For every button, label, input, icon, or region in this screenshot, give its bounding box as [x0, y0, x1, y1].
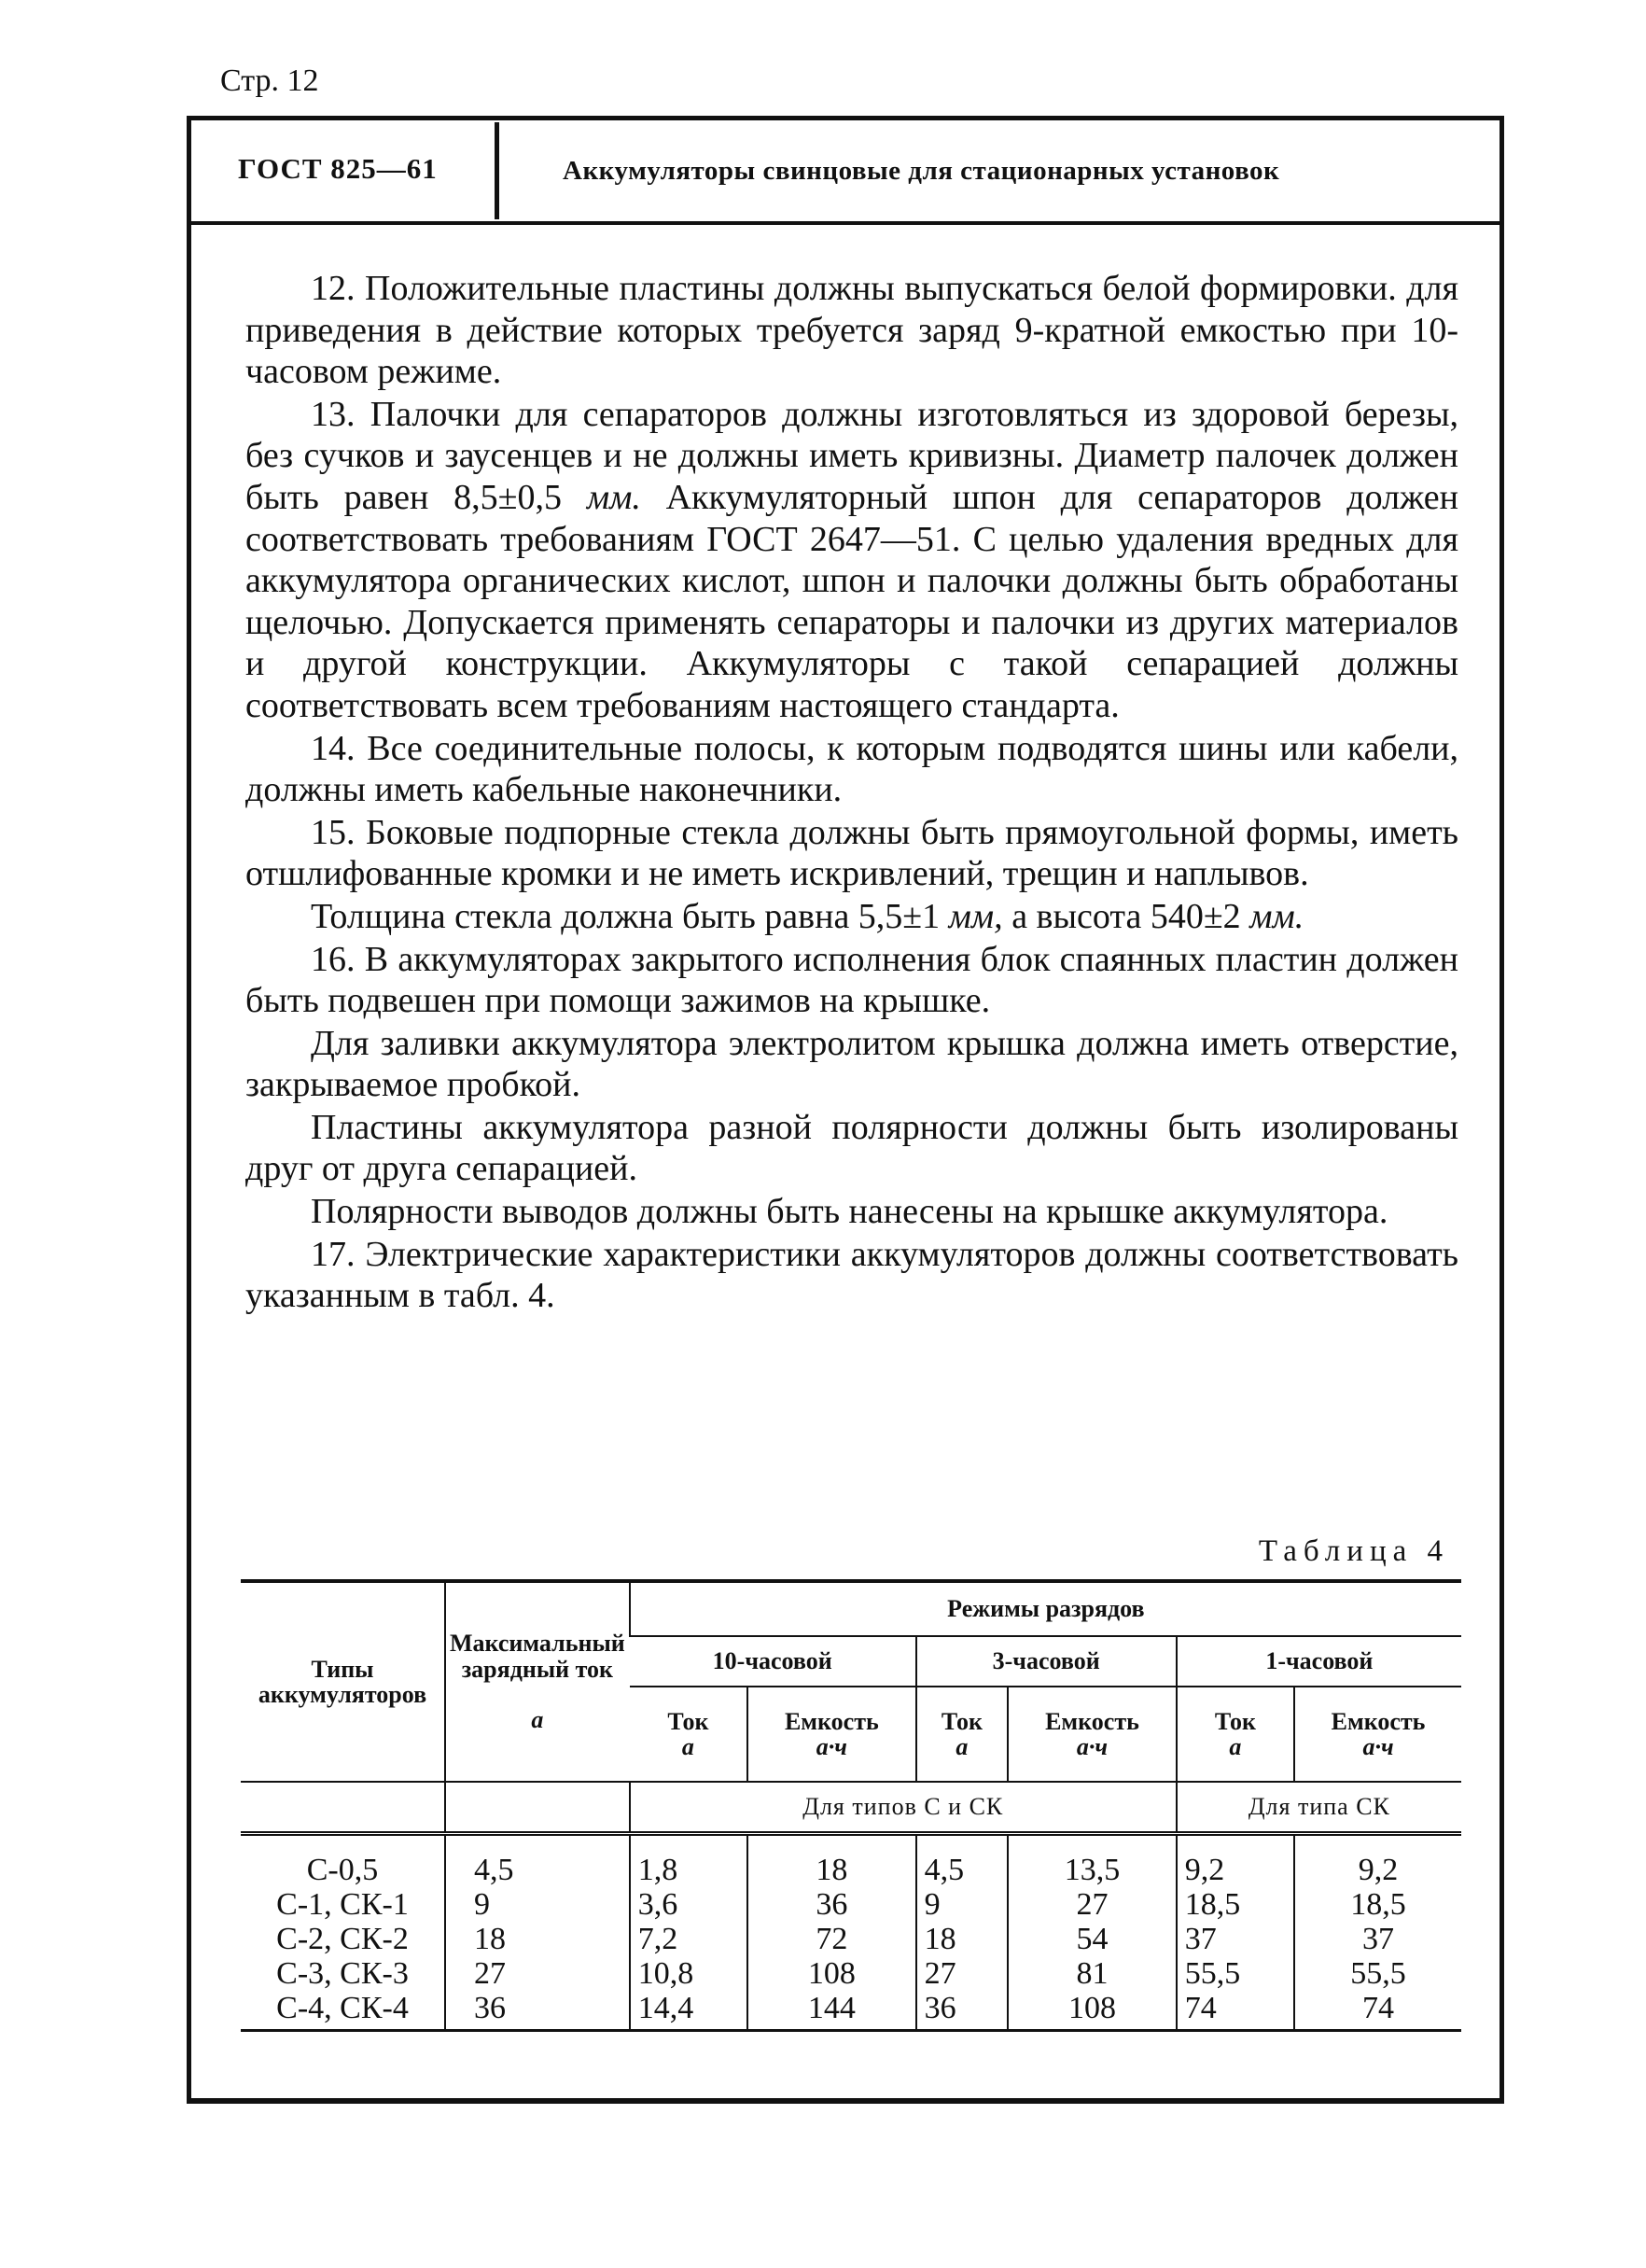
cell-current-1h: 37 — [1177, 1922, 1294, 1956]
table-caption: Таблица 4 — [1258, 1534, 1449, 1568]
paragraph-13-part-2: Аккумуляторный шпон для сепараторов должен соответствовать требованиям ГОСТ 2647—51. С целью удаления вредных для аккумулятора органических кислот, шпон и палочки должны быть обработаны щелочью. Допускается применять сепараторы и палочки из других материалов и другой конструкции. Аккумуляторы с такой сепарацией должны соответствовать всем требованиям настоящего стандарта. — [245, 477, 1458, 725]
paragraph-13-unit: мм. — [586, 477, 641, 517]
paragraph-glass-thickness — [245, 896, 1458, 938]
cell-max-current: 4,5 — [445, 1834, 630, 1888]
table-4 — [241, 1579, 1461, 2032]
group-c-ck: Для типов С и СК — [630, 1782, 1177, 1834]
standard-header — [191, 120, 1500, 225]
cell-capacity-1h: 55,5 — [1294, 1956, 1461, 1991]
cell-current-10h: 7,2 — [630, 1922, 747, 1956]
header-divider — [495, 122, 499, 219]
glass-thickness-part-1: Толщина стекла должна быть равна 5,5±1 — [311, 896, 949, 936]
paragraph-13-part-1: 13. Палочки для сепараторов должны изготовляться из здоровой березы, без сучков и заусенцев и не должны иметь кривизны. Диаметр палочек должен быть равен 8,5±0,5 — [245, 394, 1458, 517]
group-ck: Для типа СК — [1177, 1782, 1461, 1834]
cell-capacity-10h: 108 — [747, 1956, 916, 1991]
cell-current-1h: 74 — [1177, 1991, 1294, 2031]
cell-current-10h: 1,8 — [630, 1834, 747, 1888]
paragraph-16: 16. В аккумуляторах закрытого исполнения блок спаянных пластин должен быть подвешен при помощи зажимов на крышке. — [245, 939, 1458, 1021]
cell-max-current: 36 — [445, 1991, 630, 2031]
cell-capacity-3h: 13,5 — [1008, 1834, 1177, 1888]
paragraph-14: 14. Все соединительные полосы, к которым подводятся шины или кабели, должны иметь кабельные наконечники. — [245, 728, 1458, 810]
capacity-label: Емкость — [1045, 1707, 1139, 1735]
cell-current-10h: 3,6 — [630, 1887, 747, 1922]
cell-capacity-10h: 36 — [747, 1887, 916, 1922]
table-row — [241, 1956, 1461, 1991]
col-header-discharge-modes: Режимы разрядов — [630, 1581, 1461, 1636]
paragraph-plates: Пластины аккумулятора разной полярности должны быть изолированы друг от друга сепарацией. — [245, 1107, 1458, 1189]
cell-current-1h: 55,5 — [1177, 1956, 1294, 1991]
paragraph-13 — [245, 394, 1458, 727]
glass-height-unit: мм. — [1249, 896, 1304, 936]
cell-max-current: 9 — [445, 1887, 630, 1922]
cell-capacity-3h: 108 — [1008, 1991, 1177, 2031]
cell-current-3h: 36 — [916, 1991, 1009, 2031]
table-row — [241, 1991, 1461, 2031]
cell-current-1h: 9,2 — [1177, 1834, 1294, 1888]
cell-capacity-3h: 54 — [1008, 1922, 1177, 1956]
group-blank-1 — [241, 1782, 445, 1834]
capacity-unit: а·ч — [1076, 1733, 1109, 1760]
col-current-10h — [630, 1687, 747, 1782]
cell-capacity-10h: 144 — [747, 1991, 916, 2031]
current-label: Ток — [667, 1707, 709, 1735]
col-current-1h — [1177, 1687, 1294, 1782]
glass-thickness-unit: мм, — [948, 896, 1003, 936]
col-capacity-1h — [1294, 1687, 1461, 1782]
capacity-unit: а·ч — [1362, 1733, 1394, 1760]
glass-thickness-part-2: а высота 540±2 — [1002, 896, 1250, 936]
max-current-unit: а — [531, 1706, 544, 1734]
cell-current-3h: 9 — [916, 1887, 1009, 1922]
current-unit: а — [681, 1733, 694, 1760]
capacity-label: Емкость — [1331, 1707, 1426, 1735]
col-header-3h: 3-часовой — [916, 1636, 1177, 1687]
cell-capacity-1h: 74 — [1294, 1991, 1461, 2031]
cell-capacity-10h: 72 — [747, 1922, 916, 1956]
cell-type: С-2, СК-2 — [276, 1922, 409, 1956]
table-row — [241, 1922, 1461, 1956]
col-current-3h — [916, 1687, 1009, 1782]
cell-capacity-10h: 18 — [747, 1834, 916, 1888]
current-unit: а — [1229, 1733, 1242, 1760]
capacity-unit: а·ч — [816, 1733, 847, 1760]
page-number: Стр. 12 — [220, 63, 319, 98]
col-capacity-10h — [747, 1687, 916, 1782]
cell-current-1h: 18,5 — [1177, 1887, 1294, 1922]
cell-type: С-1, СК-1 — [276, 1887, 409, 1922]
cell-current-3h: 18 — [916, 1922, 1009, 1956]
cell-capacity-3h: 81 — [1008, 1956, 1177, 1991]
current-unit: а — [956, 1733, 969, 1760]
page-frame — [187, 116, 1504, 2104]
standard-title: Аккумуляторы свинцовые для стационарных установок — [563, 156, 1280, 186]
capacity-label: Емкость — [784, 1707, 879, 1735]
paragraph-polarity: Полярности выводов должны быть нанесены на крышке аккумулятора. — [311, 1192, 1388, 1232]
col-capacity-3h — [1008, 1687, 1177, 1782]
cell-current-3h: 4,5 — [916, 1834, 1009, 1888]
current-label: Ток — [1214, 1707, 1256, 1735]
cell-max-current: 27 — [445, 1956, 630, 1991]
cell-type: С-4, СК-4 — [241, 1991, 445, 2031]
col-header-1h: 1-часовой — [1177, 1636, 1461, 1687]
current-label: Ток — [941, 1707, 983, 1735]
cell-current-10h: 10,8 — [630, 1956, 747, 1991]
cell-current-3h: 27 — [916, 1956, 1009, 1991]
cell-type: С-0,5 — [241, 1834, 445, 1888]
cell-capacity-1h: 18,5 — [1294, 1887, 1461, 1922]
cell-current-10h: 14,4 — [630, 1991, 747, 2031]
cell-capacity-1h: 9,2 — [1294, 1834, 1461, 1888]
paragraph-12: 12. Положительные пластины должны выпускаться белой формировки. для приведения в действие которых требуется заряд 9-кратной емкостью при 10-часовом режиме. — [245, 269, 1458, 392]
max-current-label: Максимальный зарядный ток — [450, 1630, 625, 1683]
paragraph-filling: Для заливки аккумулятора электролитом крышка должна иметь отверстие, закрываемое пробкой. — [245, 1023, 1458, 1105]
table-row — [241, 1834, 1461, 1888]
standard-number: ГОСТ 825—61 — [238, 152, 438, 185]
table-row — [241, 1887, 1461, 1922]
cell-type: С-3, СК-3 — [276, 1956, 409, 1991]
paragraph-15: 15. Боковые подпорные стекла должны быть прямоугольной формы, иметь отшлифованные кромки и не иметь искривлений, трещин и наплывов. — [245, 812, 1458, 894]
body-text — [245, 268, 1458, 1318]
cell-capacity-1h: 37 — [1294, 1922, 1461, 1956]
table-body — [241, 1834, 1461, 2031]
col-header-max-current — [445, 1581, 630, 1782]
col-header-types: Типы аккумуляторов — [241, 1581, 445, 1782]
cell-capacity-3h: 27 — [1008, 1887, 1177, 1922]
col-header-10h: 10-часовой — [630, 1636, 916, 1687]
cell-max-current: 18 — [445, 1922, 630, 1956]
paragraph-17: 17. Электрические характеристики аккумуляторов должны соответствовать указанным в табл. 4. — [245, 1234, 1458, 1316]
group-blank-2 — [445, 1782, 630, 1834]
